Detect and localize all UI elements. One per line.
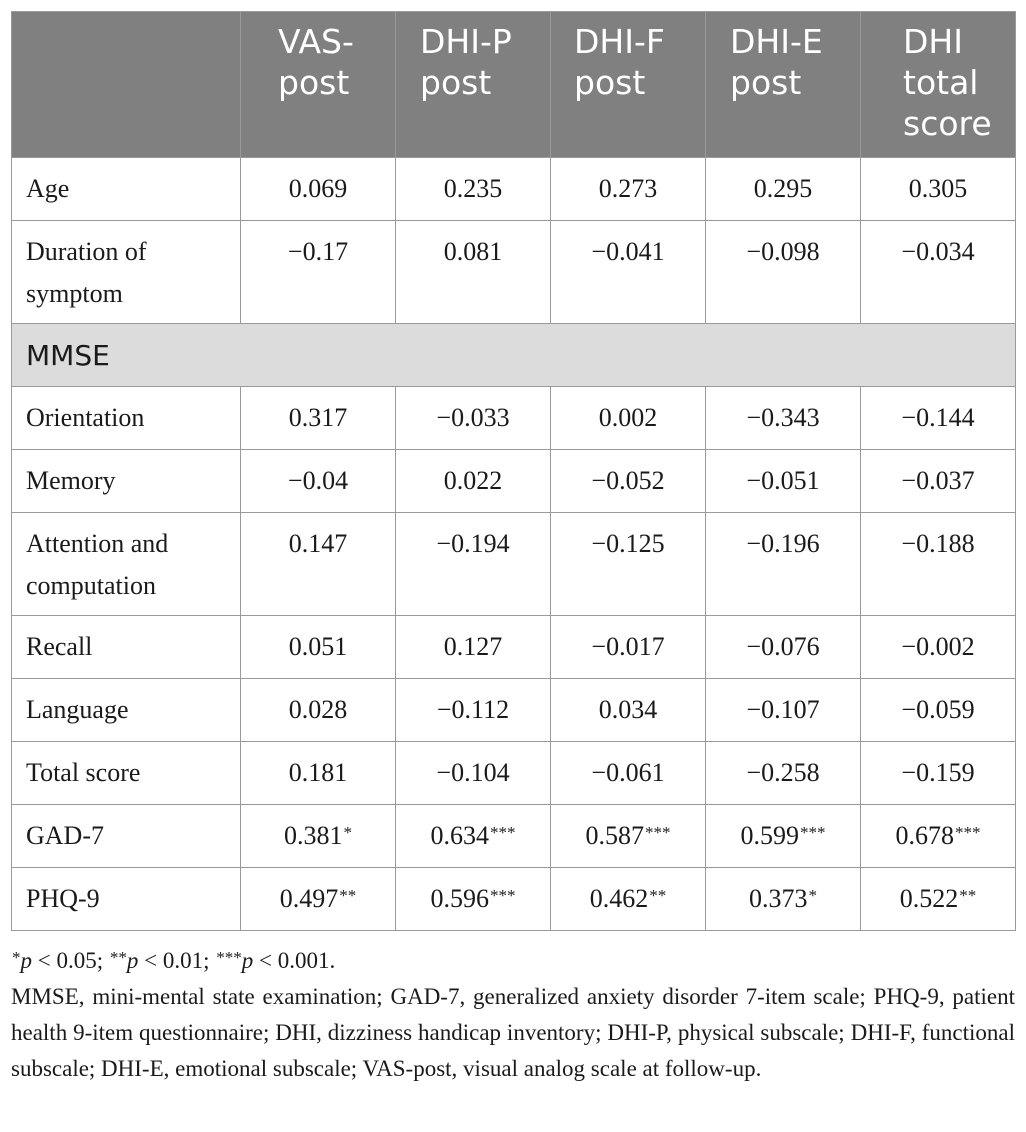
correlation-table: [11, 11, 1016, 931]
correlation-value: −0.125: [591, 529, 665, 558]
value-cell: [706, 450, 861, 513]
significance-marker: **: [649, 886, 667, 905]
significance-stars: *: [12, 948, 21, 967]
p-symbol: p: [126, 948, 139, 973]
value-cell: [861, 868, 1016, 931]
correlation-value: −0.159: [901, 758, 975, 787]
table-body: [12, 158, 1016, 931]
correlation-value: 0.373: [749, 884, 808, 913]
correlation-value: −0.034: [901, 237, 975, 266]
value-cell: [396, 742, 551, 805]
value-cell: [551, 513, 706, 616]
correlation-value: 0.599: [740, 821, 799, 850]
correlation-value: 0.273: [598, 174, 658, 203]
value-cell: [861, 513, 1016, 616]
significance-marker: ***: [800, 823, 826, 842]
table-row: [12, 679, 1016, 742]
significance-marker: ***: [490, 886, 516, 905]
value-cell: [706, 387, 861, 450]
row-label: Total score: [12, 742, 241, 805]
value-cell: [396, 805, 551, 868]
correlation-value: −0.107: [746, 695, 820, 724]
correlation-value: 0.317: [288, 403, 348, 432]
row-label: PHQ-9: [12, 868, 241, 931]
p-threshold: < 0.05;: [32, 948, 109, 973]
correlation-value: −0.017: [591, 632, 665, 661]
table-row: [12, 742, 1016, 805]
significance-marker: **: [959, 886, 977, 905]
significance-marker: ***: [490, 823, 516, 842]
correlation-value: −0.194: [436, 529, 510, 558]
value-cell: [396, 387, 551, 450]
correlation-table-container: [11, 11, 1015, 1087]
correlation-value: 0.147: [288, 529, 348, 558]
correlation-value: 0.034: [598, 695, 658, 724]
value-cell: [861, 221, 1016, 324]
value-cell: [241, 513, 396, 616]
value-cell: [396, 616, 551, 679]
correlation-value: 0.587: [585, 821, 644, 850]
significance-marker: ***: [955, 823, 981, 842]
table-row: [12, 805, 1016, 868]
value-cell: [551, 805, 706, 868]
header-cell: DHI-E post: [706, 12, 861, 158]
value-cell: [706, 616, 861, 679]
header-cell: DHI total score: [861, 12, 1016, 158]
correlation-value: −0.002: [901, 632, 975, 661]
value-cell: [241, 387, 396, 450]
value-cell: [706, 221, 861, 324]
row-label: Age: [12, 158, 241, 221]
value-cell: [706, 868, 861, 931]
value-cell: [396, 221, 551, 324]
correlation-value: −0.188: [901, 529, 975, 558]
table-footnote: [11, 943, 1015, 1087]
correlation-value: −0.098: [746, 237, 820, 266]
correlation-value: 0.522: [899, 884, 959, 913]
value-cell: [396, 513, 551, 616]
significance-marker: *: [343, 823, 352, 842]
significance-stars: ***: [216, 948, 242, 967]
significance-marker: ***: [645, 823, 671, 842]
row-label: Language: [12, 679, 241, 742]
table-row: [12, 221, 1016, 324]
correlation-value: 0.678: [895, 821, 954, 850]
correlation-value: 0.181: [288, 758, 348, 787]
value-cell: [706, 513, 861, 616]
correlation-value: 0.127: [443, 632, 503, 661]
value-cell: [861, 679, 1016, 742]
value-cell: [396, 158, 551, 221]
correlation-value: 0.295: [753, 174, 813, 203]
value-cell: [861, 805, 1016, 868]
value-cell: [551, 679, 706, 742]
value-cell: [241, 868, 396, 931]
correlation-value: −0.144: [901, 403, 975, 432]
section-row: [12, 324, 1016, 387]
p-threshold: < 0.001.: [253, 948, 336, 973]
correlation-value: 0.081: [443, 237, 503, 266]
value-cell: [551, 616, 706, 679]
correlation-value: 0.022: [443, 466, 503, 495]
value-cell: [241, 679, 396, 742]
correlation-value: 0.596: [430, 884, 489, 913]
table-row: [12, 450, 1016, 513]
correlation-value: −0.037: [901, 466, 975, 495]
table-row: [12, 616, 1016, 679]
correlation-value: 0.634: [430, 821, 489, 850]
value-cell: [241, 805, 396, 868]
correlation-value: −0.17: [287, 237, 349, 266]
value-cell: [396, 868, 551, 931]
value-cell: [706, 158, 861, 221]
correlation-value: −0.196: [746, 529, 820, 558]
significance-stars: **: [109, 948, 127, 967]
correlation-value: 0.051: [288, 632, 348, 661]
value-cell: [861, 742, 1016, 805]
significance-note: [11, 943, 1015, 979]
header-cell-row-label: [12, 12, 241, 158]
row-label: Attention and computation: [12, 513, 241, 616]
header-cell: DHI-F post: [551, 12, 706, 158]
correlation-value: 0.069: [288, 174, 348, 203]
table-row: [12, 387, 1016, 450]
header-row: [12, 12, 1016, 158]
value-cell: [861, 616, 1016, 679]
correlation-value: −0.041: [591, 237, 665, 266]
row-label: Memory: [12, 450, 241, 513]
correlation-value: −0.04: [287, 466, 349, 495]
abbreviations-note: MMSE, mini-mental state examination; GAD-7, generalized anxiety disorder 7-item scale; PHQ-9, patient health 9-item questionnaire; DHI, dizziness handicap inventory; DHI-P, physical subscale; DHI-F, functional subscale; DHI-E, emotional subscale; VAS-post, visual analog scale at follow-up.: [11, 984, 1015, 1081]
value-cell: [861, 387, 1016, 450]
table-row: [12, 868, 1016, 931]
p-symbol: p: [20, 948, 32, 973]
value-cell: [861, 450, 1016, 513]
header-cell: VAS-post: [241, 12, 396, 158]
value-cell: [551, 868, 706, 931]
value-cell: [396, 679, 551, 742]
correlation-value: 0.381: [284, 821, 343, 850]
value-cell: [706, 679, 861, 742]
table-row: [12, 158, 1016, 221]
correlation-value: −0.051: [746, 466, 820, 495]
correlation-value: 0.497: [279, 884, 339, 913]
p-threshold: < 0.01;: [138, 948, 216, 973]
value-cell: [396, 450, 551, 513]
value-cell: [241, 742, 396, 805]
significance-marker: *: [808, 886, 817, 905]
p-symbol: p: [241, 948, 254, 973]
value-cell: [706, 805, 861, 868]
row-label: Orientation: [12, 387, 241, 450]
correlation-value: −0.343: [746, 403, 820, 432]
value-cell: [241, 450, 396, 513]
header-cell: DHI-P post: [396, 12, 551, 158]
correlation-value: −0.258: [746, 758, 820, 787]
row-label: Duration of symptom: [12, 221, 241, 324]
value-cell: [551, 450, 706, 513]
correlation-value: −0.033: [436, 403, 510, 432]
correlation-value: −0.104: [436, 758, 510, 787]
correlation-value: 0.028: [288, 695, 348, 724]
value-cell: [551, 387, 706, 450]
correlation-value: 0.002: [598, 403, 658, 432]
correlation-value: 0.235: [443, 174, 503, 203]
correlation-value: −0.059: [901, 695, 975, 724]
correlation-value: −0.061: [591, 758, 665, 787]
value-cell: [551, 221, 706, 324]
significance-marker: **: [339, 886, 357, 905]
correlation-value: 0.305: [908, 174, 968, 203]
table-header: [12, 12, 1016, 158]
value-cell: [241, 616, 396, 679]
correlation-value: −0.076: [746, 632, 820, 661]
value-cell: [551, 742, 706, 805]
row-label: Recall: [12, 616, 241, 679]
value-cell: [241, 221, 396, 324]
row-label: GAD-7: [12, 805, 241, 868]
value-cell: [861, 158, 1016, 221]
value-cell: [551, 158, 706, 221]
correlation-value: 0.462: [589, 884, 649, 913]
section-label: MMSE: [12, 324, 1016, 387]
correlation-value: −0.052: [591, 466, 665, 495]
table-row: [12, 513, 1016, 616]
correlation-value: −0.112: [436, 695, 510, 724]
value-cell: [241, 158, 396, 221]
value-cell: [706, 742, 861, 805]
